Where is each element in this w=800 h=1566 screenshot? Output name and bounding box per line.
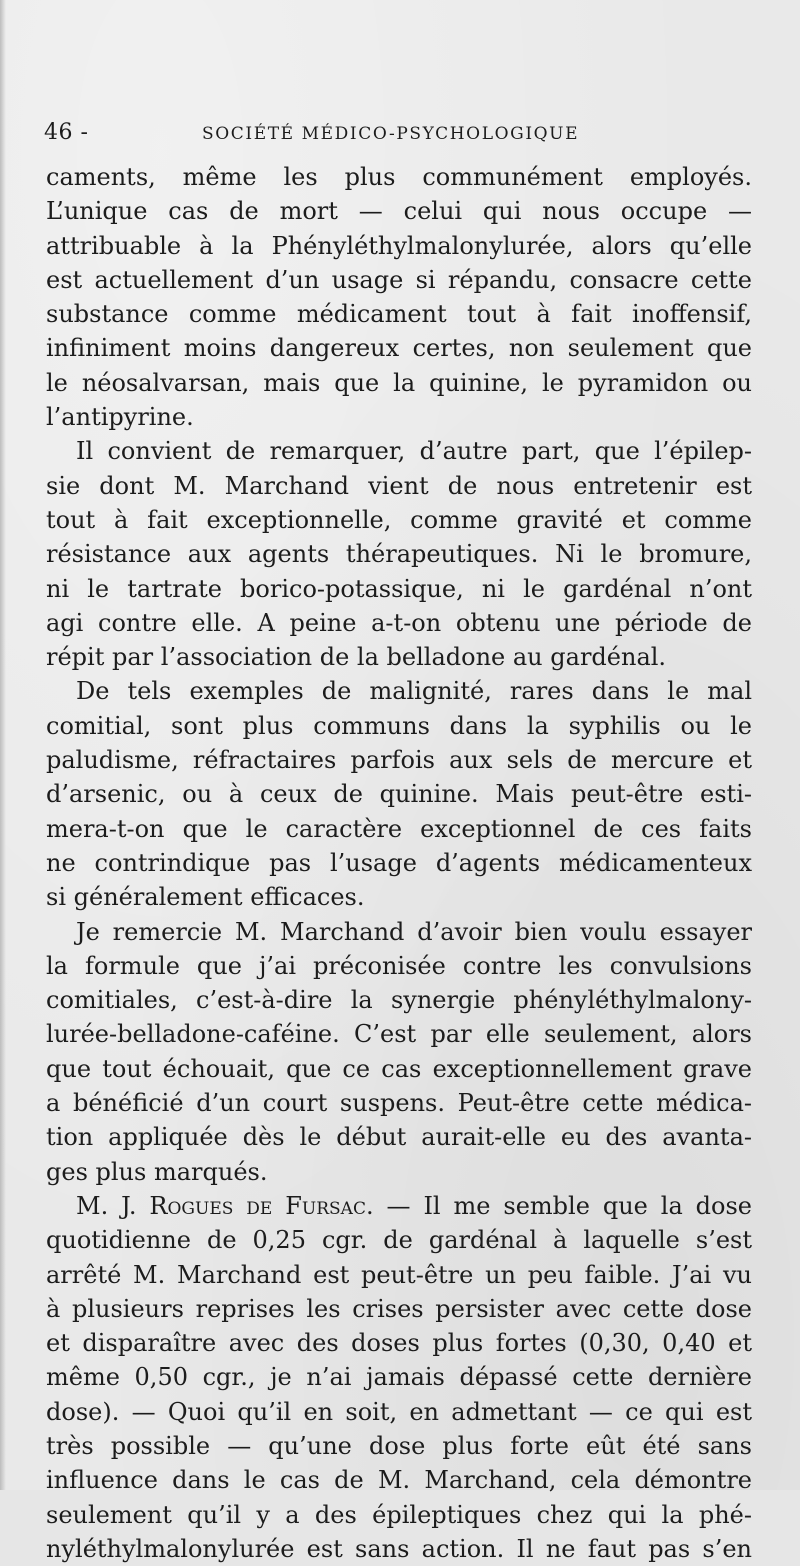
text-line: à plusieurs reprises les crises persister avec cette dose — [46, 1294, 752, 1323]
text-line: comitiales, c’est-à-dire la synergie phényléthylmalony- — [46, 986, 752, 1015]
text-line: résistance aux agents thérapeutiques. Ni le bromure, — [46, 540, 752, 569]
page-number: 46 - — [44, 120, 89, 145]
text-line: Je remercie M. Marchand d’avoir bien voulu essayer — [76, 917, 752, 946]
text-line: lurée-belladone-caféine. C’est par elle seulement, alors — [46, 1020, 752, 1049]
text-line: De tels exemples de malignité, rares dans le mal — [76, 677, 752, 706]
text-line: mera-t-on que le caractère exceptionnel de ces faits — [46, 814, 752, 843]
text-line: L’unique cas de mort — celui qui nous occupe — — [46, 197, 752, 226]
text-line: d’arsenic, ou à ceux de quinine. Mais peut-être esti- — [46, 780, 752, 809]
text-line: sie dont M. Marchand vient de nous entretenir est — [46, 471, 752, 500]
text-line: tout à fait exceptionnelle, comme gravité et comme — [46, 505, 752, 534]
text-line: ges plus marqués. — [46, 1157, 268, 1186]
text-line: et disparaître avec des doses plus fortes (0,30, 0,40 et — [46, 1329, 752, 1358]
text-line: Il convient de remarquer, d’autre part, que l’épilep- — [76, 437, 752, 466]
text-line: le néosalvarsan, mais que la quinine, le pyramidon ou — [46, 368, 752, 397]
text-line: substance comme médicament tout à fait inoffensif, — [46, 300, 752, 329]
text-line: agi contre elle. A peine a-t-on obtenu une période de — [46, 608, 752, 637]
running-title: SOCIÉTÉ MÉDICO-PSYCHOLOGIQUE — [202, 124, 580, 144]
text-line: arrêté M. Marchand est peut-être un peu faible. J’ai vu — [46, 1260, 752, 1289]
text-line: attribuable à la Phényléthylmalonylurée, alors qu’elle — [46, 231, 752, 260]
text-line: caments, même les plus communément employés. — [46, 163, 752, 191]
text-line: comitial, sont plus communs dans la syphilis ou le — [46, 711, 752, 740]
text-line: très possible — qu’une dose plus forte eût été sans — [46, 1431, 752, 1460]
speaker-name: M. J. Rogues de Fursac. — [76, 1191, 374, 1220]
text-line: paludisme, réfractaires parfois aux sels de mercure et — [46, 746, 752, 775]
body-text — [46, 160, 752, 1566]
text-line: est actuellement d’un usage si répandu, consacre cette — [46, 265, 752, 294]
text-line: influence dans le cas de M. Marchand, cela démontre — [46, 1466, 752, 1495]
page-edge-shadow — [0, 0, 6, 1490]
text-line: M. J. Rogues de Fursac. — Il me semble que la dose — [76, 1191, 752, 1220]
text-line: tion appliquée dès le début aurait-elle eu des avanta- — [46, 1123, 752, 1152]
running-head — [44, 116, 760, 148]
text-line: même 0,50 cgr., je n’ai jamais dépassé cette dernière — [46, 1363, 752, 1392]
text-line: infiniment moins dangereux certes, non seulement que — [46, 334, 752, 363]
text-line: nyléthylmalonylurée est sans action. Il ne faut pas s’en — [46, 1534, 752, 1563]
text-line: quotidienne de 0,25 cgr. de gardénal à laquelle s’est — [46, 1226, 752, 1255]
text-line: a bénéficié d’un court suspens. Peut-être cette médica- — [46, 1089, 752, 1118]
text-line: ni le tartrate borico-potassique, ni le gardénal n’ont — [46, 574, 752, 603]
text-line: l’antipyrine. — [46, 403, 194, 432]
text-line: la formule que j’ai préconisée contre les convulsions — [46, 951, 752, 980]
text-line: répit par l’association de la belladone au gardénal. — [46, 643, 667, 672]
text-line: que tout échouait, que ce cas exceptionnellement grave — [46, 1054, 752, 1083]
text-line: ne contrindique pas l’usage d’agents médicamenteux — [46, 848, 752, 877]
text-line: dose). — Quoi qu’il en soit, en admettant — ce qui est — [46, 1397, 752, 1426]
text-line: seulement qu’il y a des épileptiques chez qui la phé- — [46, 1500, 752, 1529]
text-line: si généralement efficaces. — [46, 883, 365, 912]
